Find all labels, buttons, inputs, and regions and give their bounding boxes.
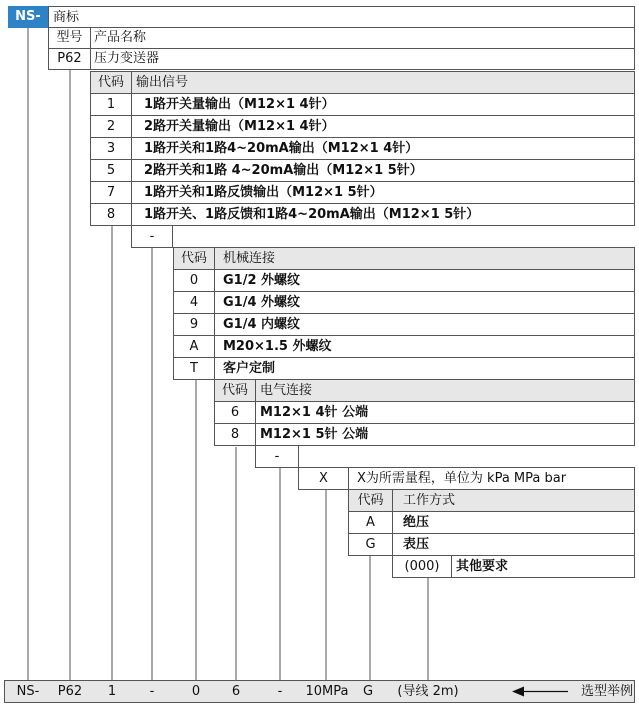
mechanical-header-code: 代码 xyxy=(173,247,215,270)
mode-code: A xyxy=(348,511,393,534)
mechanical-text: 客户定制 xyxy=(214,357,635,380)
example-part: G xyxy=(362,684,374,699)
mechanical-text: M20×1.5 外螺纹 xyxy=(214,335,635,358)
example-part: 0 xyxy=(191,684,201,699)
separator-dash: - xyxy=(131,225,173,248)
mechanical-text: G1/2 外螺纹 xyxy=(214,269,635,292)
example-part: (导线 2m) xyxy=(397,684,459,699)
example-part: 1 xyxy=(107,684,117,699)
output-text: 1路开关和1路反馈输出（M12×1 5针） xyxy=(131,181,635,204)
mechanical-text: G1/4 内螺纹 xyxy=(214,313,635,336)
output-code: 7 xyxy=(90,181,132,204)
electrical-header-name: 电气连接 xyxy=(255,379,635,402)
example-part: 6 xyxy=(231,684,241,699)
mode-header-name: 工作方式 xyxy=(392,489,635,512)
mechanical-code: T xyxy=(173,357,215,380)
mechanical-code: A xyxy=(173,335,215,358)
mode-text: 绝压 xyxy=(392,511,635,534)
mode-header-code: 代码 xyxy=(348,489,393,512)
example-part: - xyxy=(277,684,283,699)
output-text: 1路开关、1路反馈和1路4~20mA输出（M12×1 5针） xyxy=(131,203,635,226)
separator-dash: - xyxy=(255,445,299,468)
mechanical-text: G1/4 外螺纹 xyxy=(214,291,635,314)
example-label: 选型举例 xyxy=(580,684,633,699)
range-text: X为所需量程，单位为 kPa MPa bar xyxy=(348,467,635,490)
mechanical-code: 9 xyxy=(173,313,215,336)
other-text: 其他要求 xyxy=(451,555,635,578)
arrow-left-icon xyxy=(510,681,572,702)
output-header-code: 代码 xyxy=(90,71,132,94)
output-header-name: 输出信号 xyxy=(131,71,635,94)
electrical-text: M12×1 4针 公端 xyxy=(255,401,635,424)
example-part: - xyxy=(149,684,155,699)
output-code: 8 xyxy=(90,203,132,226)
brand-label: 商标 xyxy=(48,6,635,28)
brand-prefix: NS- xyxy=(8,6,48,28)
output-code: 3 xyxy=(90,137,132,160)
other-code: (000) xyxy=(392,555,452,578)
model-header-name: 产品名称 xyxy=(90,27,635,49)
mode-text: 表压 xyxy=(392,533,635,556)
example-part: 10MPa xyxy=(305,684,349,699)
electrical-header-code: 代码 xyxy=(214,379,256,402)
output-text: 2路开关和1路 4~20mA输出（M12×1 5针） xyxy=(131,159,635,182)
electrical-code: 8 xyxy=(214,423,256,446)
mechanical-code: 4 xyxy=(173,291,215,314)
output-code: 1 xyxy=(90,93,132,116)
electrical-text: M12×1 5针 公端 xyxy=(255,423,635,446)
model-name: 压力变送器 xyxy=(90,48,635,70)
output-text: 1路开关和1路4~20mA输出（M12×1 4针） xyxy=(131,137,635,160)
output-text: 2路开关量输出（M12×1 4针） xyxy=(131,115,635,138)
electrical-code: 6 xyxy=(214,401,256,424)
output-text: 1路开关量输出（M12×1 4针） xyxy=(131,93,635,116)
example-part: NS- xyxy=(16,684,40,699)
range-code: X xyxy=(298,467,349,490)
model-header-code: 型号 xyxy=(48,27,91,49)
output-code: 2 xyxy=(90,115,132,138)
mechanical-code: 0 xyxy=(173,269,215,292)
output-code: 5 xyxy=(90,159,132,182)
example-part: P62 xyxy=(57,684,83,699)
mode-code: G xyxy=(348,533,393,556)
model-code: P62 xyxy=(48,48,91,70)
mechanical-header-name: 机械连接 xyxy=(214,247,635,270)
